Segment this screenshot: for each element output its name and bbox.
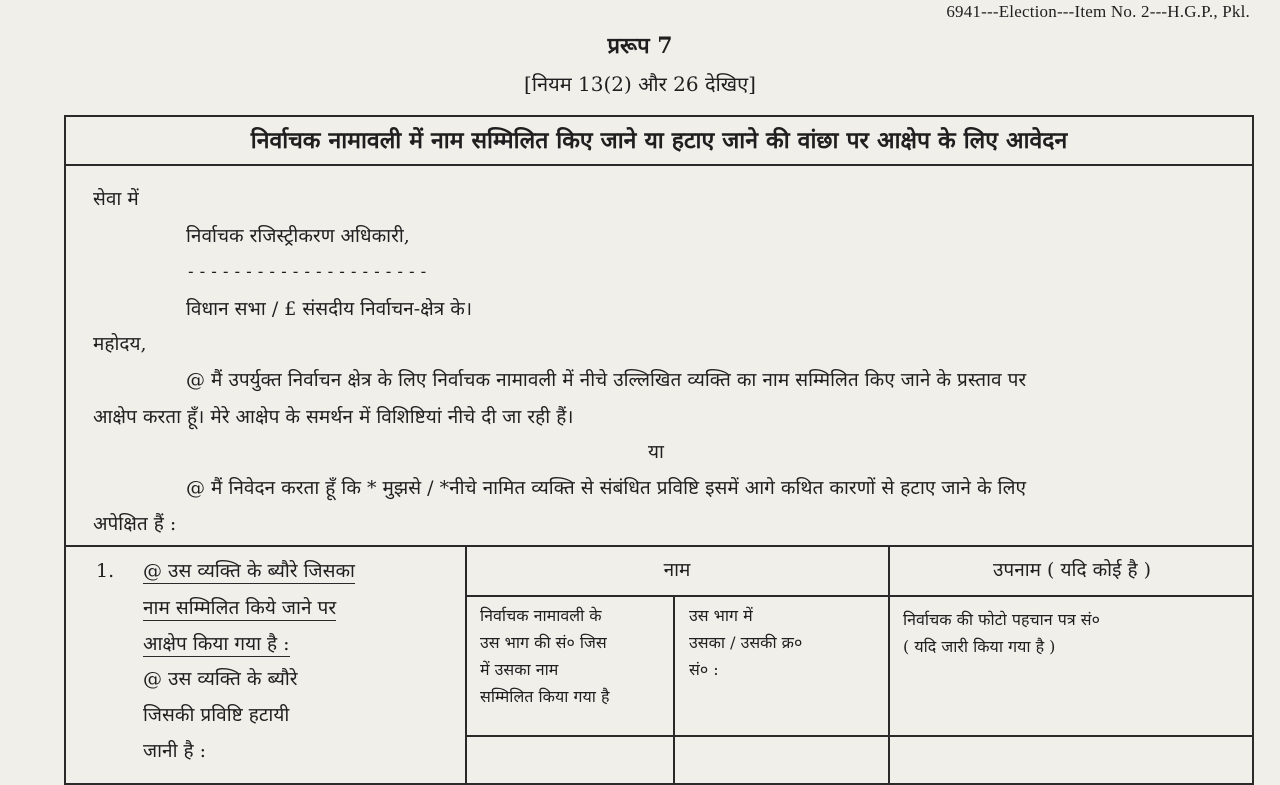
document-reference: 6941---Election---Item No. 2---H.G.P., Pkl.	[946, 2, 1250, 21]
left-detail-line: आक्षेप किया गया है :	[143, 633, 290, 655]
column-header-surname: उपनाम ( यदि कोई है )	[992, 559, 1152, 581]
blank-fill-line: ---------------------	[186, 262, 431, 281]
form-main-title: निर्वाचक नामावली में नाम सम्मिलित किए जाने या हटाए जाने की वांछा पर आक्षेप के लिए आवेदन	[66, 117, 1252, 166]
left-detail-line: @ उस व्यक्ति के ब्यौरे	[143, 668, 298, 690]
left-detail-line: @ उस व्यक्ति के ब्यौरे जिसका	[143, 560, 355, 582]
part-number-label: निर्वाचक नामावली के उस भाग की सं० जिस में उसका नाम सम्मिलित किया गया है	[480, 606, 610, 706]
column-header-name: नाम	[663, 559, 691, 581]
officer-title: निर्वाचक रजिस्ट्रीकरण अधिकारी,	[186, 225, 410, 247]
deletion-paragraph-line1: @ मैं निवेदन करता हूँ कि * मुझसे / *नीचे नामित व्यक्ति से संबंधित प्रविष्टि इसमें आगे कथित कारणों से हटाए जाने के लिए	[186, 477, 1026, 499]
deletion-paragraph-line2: अपेक्षित हैं :	[93, 513, 177, 535]
objection-paragraph-line1: @ मैं उपर्युक्त निर्वाचन क्षेत्र के लिए निर्वाचक नामावली में नीचे उल्लिखित व्यक्ति का नाम सम्मिलित किए जाने के प्रस्ताव पर	[186, 369, 1027, 391]
item-number: 1.	[96, 560, 115, 582]
objection-paragraph-line2: आक्षेप करता हूँ। मेरे आक्षेप के समर्थन में विशिष्टियां नीचे दी जा रही हैं।	[93, 406, 574, 428]
left-detail-line: जिसकी प्रविष्टि हटायी	[143, 704, 290, 726]
addressee-label: सेवा में	[93, 188, 139, 210]
left-detail-line: जानी है :	[143, 740, 207, 762]
or-separator: या	[648, 441, 664, 463]
table-subdivider	[673, 595, 675, 785]
constituency-line: विधान सभा / £ संसदीय निर्वाचन-क्षेत्र के।	[186, 298, 473, 320]
form-title: प्ररूप 7	[607, 33, 673, 59]
serial-number-label: उस भाग में उसका / उसकी क्र० सं० :	[689, 606, 803, 679]
rule-reference: [नियम 13(2) और 26 देखिए]	[524, 72, 756, 96]
left-detail-line: नाम सम्मिलित किये जाने पर	[143, 597, 337, 619]
table-top-border	[64, 545, 1254, 547]
epic-number-label: निर्वाचक की फोटो पहचान पत्र सं० ( यदि जारी किया गया है )	[903, 610, 1100, 656]
table-header-underline	[465, 595, 1254, 597]
salutation: महोदय,	[93, 333, 147, 355]
table-row-separator	[465, 735, 1254, 737]
